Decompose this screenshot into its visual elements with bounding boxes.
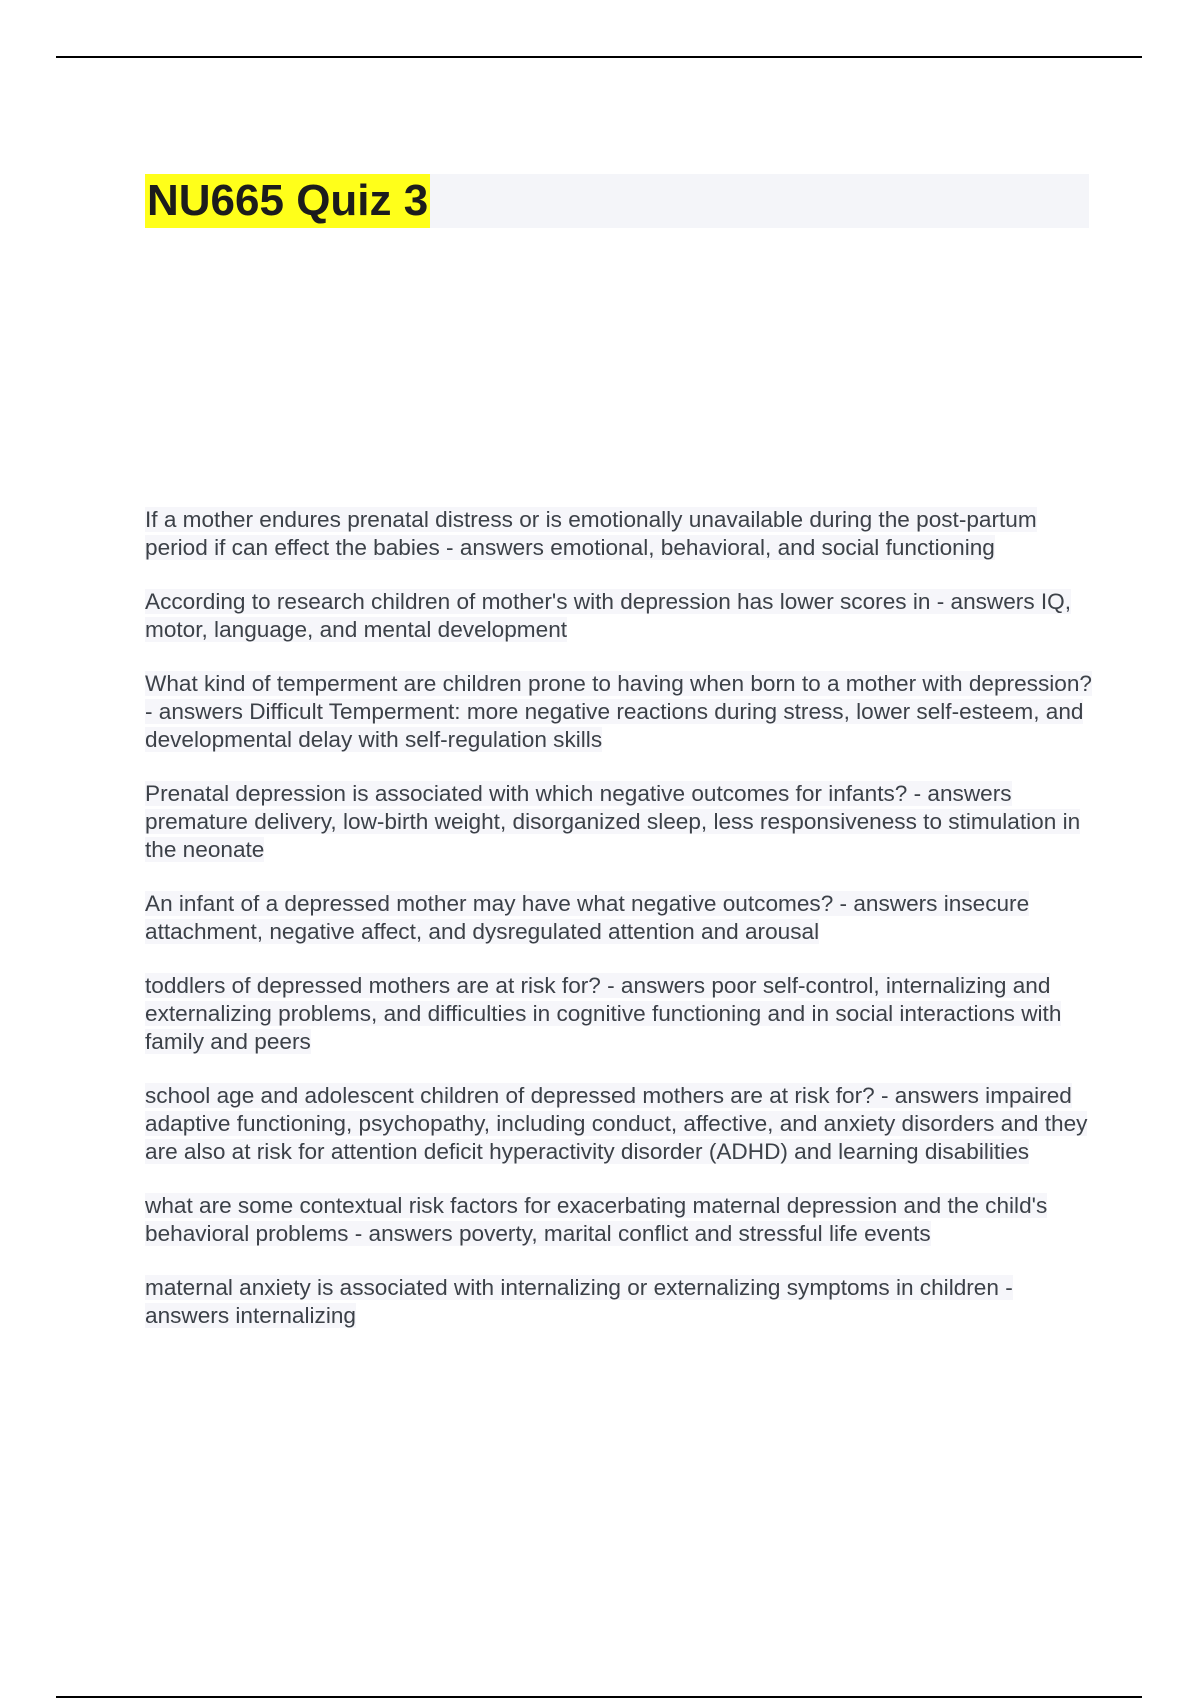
qa-item (145, 972, 1095, 1056)
qa-item (145, 1082, 1095, 1166)
qa-item-text: school age and adolescent children of depressed mothers are at risk for? - answers impaired adaptive functioning, psychopathy, including conduct, affective, and anxiety disorders and they are also at risk for attention deficit hyperactivity disorder (ADHD) and learning disabilities (145, 1083, 1088, 1164)
qa-item-text: If a mother endures prenatal distress or is emotionally unavailable during the post-partum period if can effect the babies - answers emotional, behavioral, and social functioning (145, 507, 1037, 560)
qa-item-text: what are some contextual risk factors for exacerbating maternal depression and the child's behavioral problems - answers poverty, marital conflict and stressful life events (145, 1193, 1048, 1246)
qa-item (145, 1274, 1095, 1330)
header-rule (56, 56, 1142, 58)
qa-item (145, 780, 1095, 864)
qa-item-text: According to research children of mother's with depression has lower scores in - answers IQ, motor, language, and mental development (145, 589, 1072, 642)
qa-item (145, 670, 1095, 754)
qa-list (145, 506, 1095, 1356)
qa-item-text: Prenatal depression is associated with which negative outcomes for infants? - answers premature delivery, low-birth weight, disorganized sleep, less responsiveness to stimulation in the neonate (145, 781, 1081, 862)
qa-item-text: maternal anxiety is associated with internalizing or externalizing symptoms in children - answers internalizing (145, 1275, 1013, 1328)
qa-item (145, 506, 1095, 562)
qa-item-text: What kind of temperment are children prone to having when born to a mother with depression? - answers Difficult Temperment: more negative reactions during stress, lower self-esteem, and developmental delay with self-regulation skills (145, 671, 1092, 752)
qa-item (145, 1192, 1095, 1248)
document-title: NU665 Quiz 3 (145, 174, 430, 228)
qa-item (145, 890, 1095, 946)
footer-rule (56, 1696, 1142, 1698)
qa-item (145, 588, 1095, 644)
qa-item-text: toddlers of depressed mothers are at risk for? - answers poor self-control, internalizing and externalizing problems, and difficulties in cognitive functioning and in social interactions with family and peers (145, 973, 1062, 1054)
qa-item-text: An infant of a depressed mother may have what negative outcomes? - answers insecure attachment, negative affect, and dysregulated attention and arousal (145, 891, 1030, 944)
